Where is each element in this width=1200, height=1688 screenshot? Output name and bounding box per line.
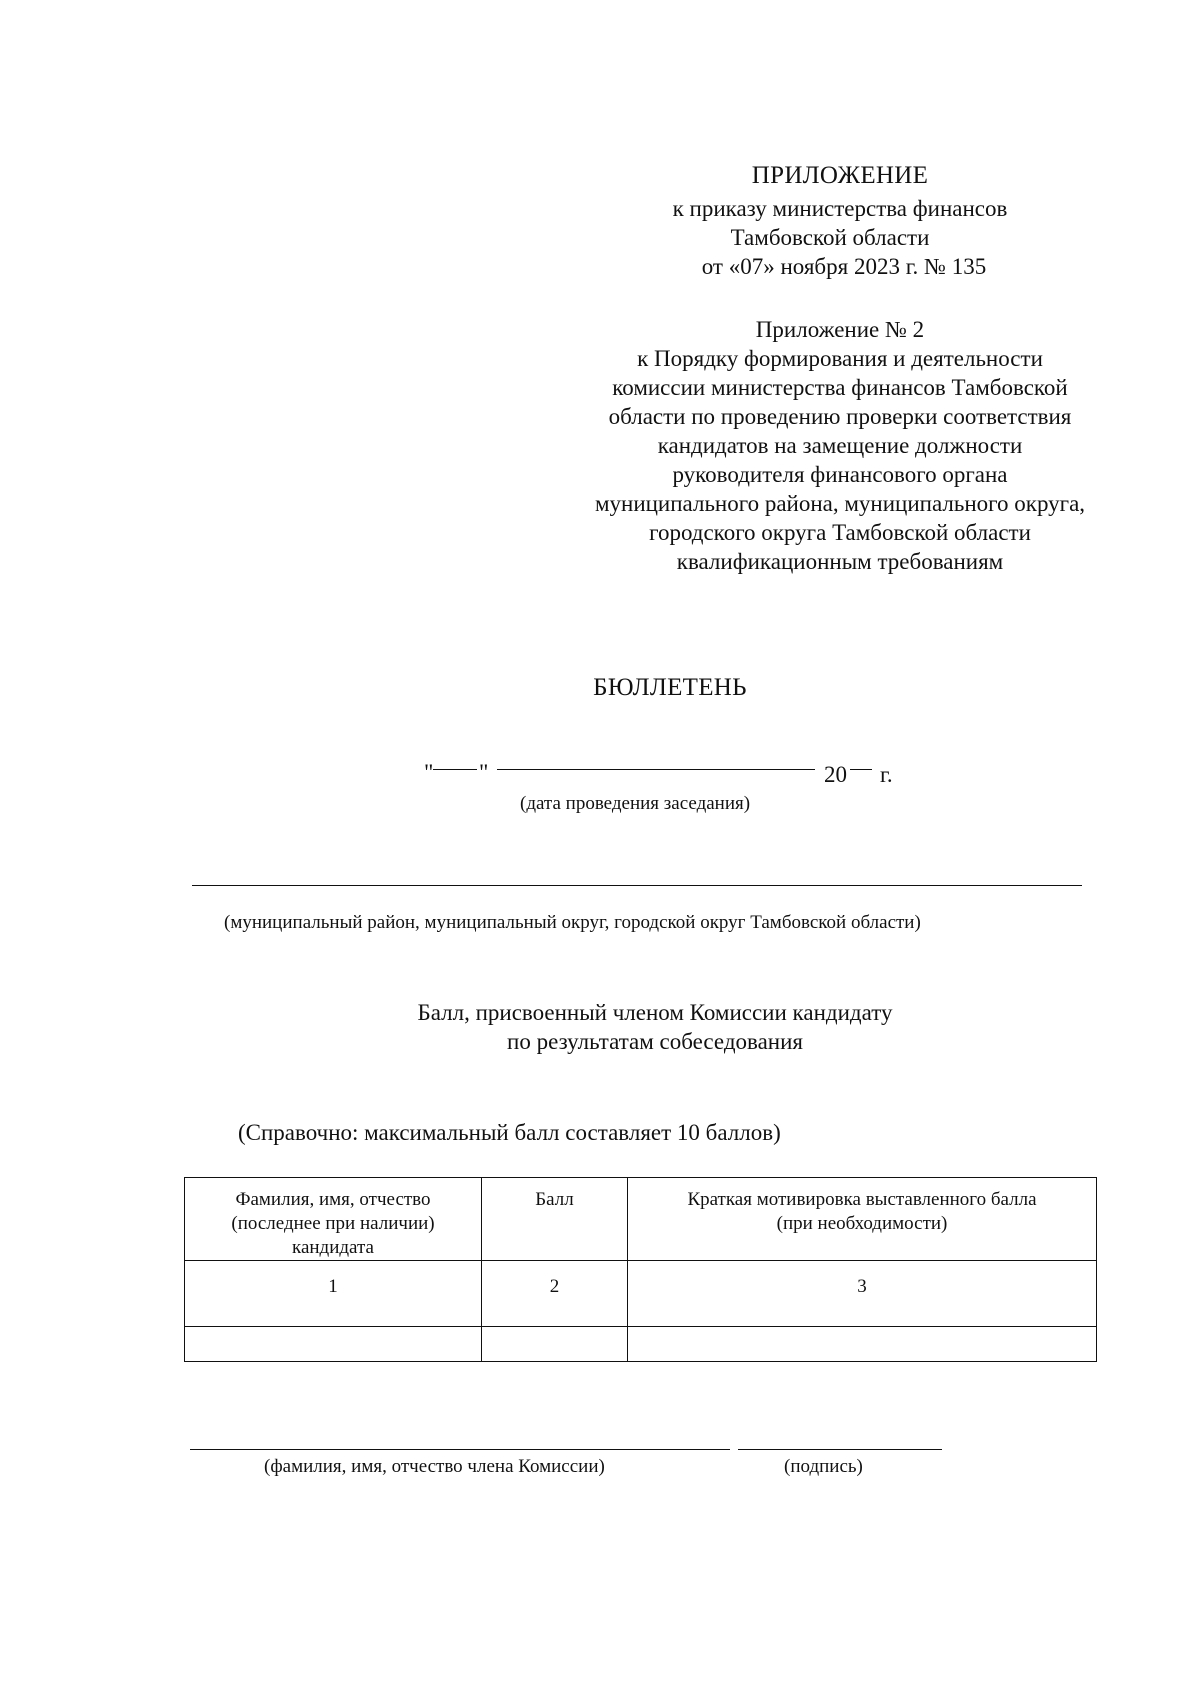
annex-line: комиссии министерства финансов Тамбовской: [612, 375, 1068, 400]
header-score: [482, 1178, 628, 1261]
municipality-blank-line[interactable]: [192, 885, 1082, 886]
column-number: 1: [185, 1261, 482, 1327]
signature-caption: (подпись): [784, 1456, 863, 1477]
table-header-row: [185, 1178, 1097, 1261]
table-row: [185, 1327, 1097, 1362]
reference-note: (Справочно: максимальный балл составляет 10 баллов): [238, 1120, 781, 1145]
score-heading-line-2: по результатам собеседования: [507, 1029, 803, 1054]
member-name-blank-line[interactable]: [190, 1449, 730, 1450]
annex-line: квалификационным требованиям: [676, 549, 1004, 574]
appendix-line-1: к приказу министерства финансов: [672, 196, 1008, 221]
score-cell[interactable]: [482, 1327, 628, 1362]
score-heading: [340, 998, 970, 1056]
header-text: (при необходимости): [776, 1213, 948, 1234]
column-number-row: [185, 1261, 1097, 1327]
header-text: Фамилия, имя, отчество: [235, 1189, 431, 1210]
bulletin-title: БЮЛЛЕТЕНЬ: [593, 674, 747, 701]
municipality-caption: (муниципальный район, муниципальный округ, городской округ Тамбовской области): [224, 912, 921, 933]
annex-title: Приложение № 2: [755, 317, 925, 342]
ballot-table: [184, 1177, 1097, 1362]
day-blank-line[interactable]: [433, 769, 477, 770]
appendix-line-2: Тамбовской области: [730, 225, 930, 250]
annex-line: кандидатов на замещение должности: [657, 433, 1023, 458]
year-prefix: 20: [824, 762, 847, 787]
appendix-line-3: от «07» ноября 2023 г. № 135: [701, 254, 987, 279]
annex-line: городского округа Тамбовской области: [649, 520, 1031, 545]
appendix-title: ПРИЛОЖЕНИЕ: [751, 162, 929, 189]
appendix-header: [580, 160, 1100, 281]
column-number: 2: [482, 1261, 628, 1327]
date-open-quote: ": [424, 760, 434, 785]
signature-blank-line[interactable]: [738, 1449, 942, 1450]
candidate-name-cell[interactable]: [185, 1327, 482, 1362]
header-text: Балл: [535, 1189, 574, 1210]
year-suffix: г.: [880, 762, 893, 787]
motivation-cell[interactable]: [628, 1327, 1097, 1362]
annex-line: области по проведению проверки соответствия: [608, 404, 1072, 429]
date-caption: (дата проведения заседания): [520, 793, 751, 814]
month-blank-line[interactable]: [497, 769, 815, 770]
column-number: 3: [628, 1261, 1097, 1327]
score-heading-line-1: Балл, присвоенный членом Комиссии кандидату: [417, 1000, 893, 1025]
annex-line: муниципального района, муниципального округа,: [594, 491, 1086, 516]
header-candidate-name: [185, 1178, 482, 1261]
date-close-quote: ": [479, 760, 489, 785]
header-text: Краткая мотивировка выставленного балла: [687, 1189, 1037, 1210]
header-motivation: [628, 1178, 1097, 1261]
year-blank-line[interactable]: [850, 769, 872, 770]
header-text: кандидата: [292, 1237, 374, 1258]
header-text: (последнее при наличии): [231, 1213, 435, 1234]
annex-line: к Порядку формирования и деятельности: [637, 346, 1043, 371]
member-name-caption: (фамилия, имя, отчество члена Комиссии): [264, 1456, 605, 1477]
annex-block: [540, 315, 1140, 576]
annex-line: руководителя финансового органа: [672, 462, 1008, 487]
